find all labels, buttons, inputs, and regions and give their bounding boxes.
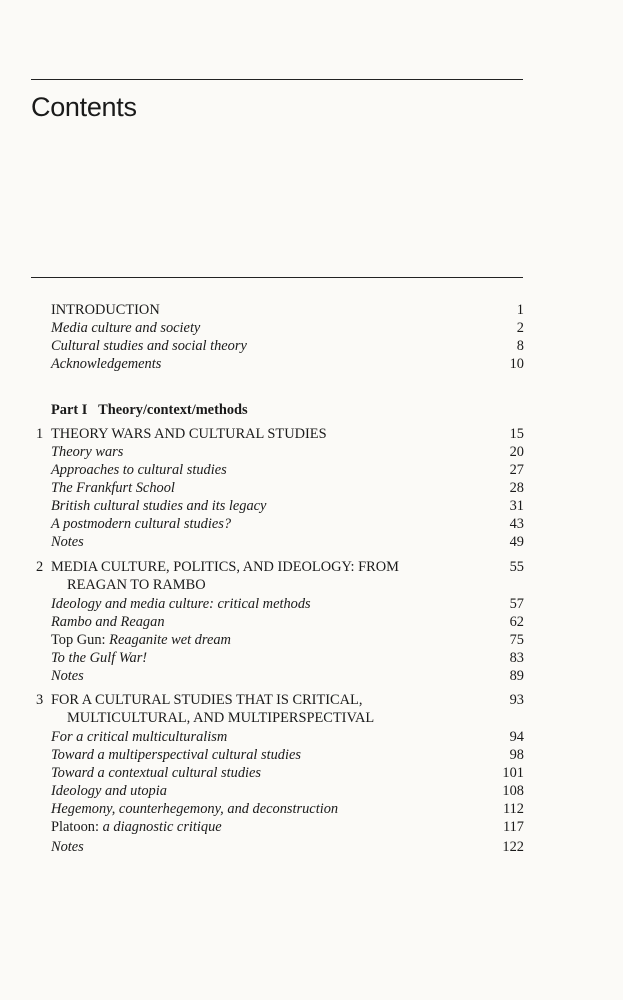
toc-page-number: 112 [502,801,524,817]
toc-entry [36,746,524,764]
toc-entry [36,667,524,685]
toc-entry [36,649,524,667]
section-rule [31,277,523,278]
toc-entry [36,728,524,746]
top-rule [31,79,523,80]
toc-title: For a critical multiculturalism [51,729,228,745]
toc-title: Notes [51,668,84,684]
toc-page-number: 28 [509,480,524,496]
toc-chapter-heading-continued [36,709,524,727]
toc-page-number: 101 [502,765,524,781]
toc-title: The Frankfurt School [51,480,175,496]
chapter-number: 3 [36,692,44,708]
toc-entry [36,337,524,355]
toc-title: THEORY WARS AND CULTURAL STUDIES [51,426,327,442]
toc-page-number: 49 [509,534,524,550]
toc-entry [36,461,524,479]
toc-entry [36,838,524,856]
toc-entry [36,613,524,631]
toc-page-number: 55 [509,559,524,575]
toc-page-number: 1 [516,302,524,318]
toc-page-number: 10 [509,356,524,372]
toc-title: Ideology and utopia [51,783,167,799]
toc-title: Media culture and society [51,320,201,336]
toc-entry [36,631,524,649]
toc-page-number: 83 [509,650,524,666]
toc-page-number: 20 [509,444,524,460]
toc-entry [36,319,524,337]
toc-title: British cultural studies and its legacy [51,498,267,514]
toc-title: MULTICULTURAL, AND MULTIPERSPECTIVAL [67,710,375,726]
page-title: Contents [31,92,137,122]
toc-title: Ideology and media culture: critical methods [51,596,311,612]
toc-title: Toward a multiperspectival cultural studies [51,747,301,763]
toc-page-number: 27 [509,462,524,478]
toc-entry [36,818,524,836]
film-title: Platoon: [51,819,99,835]
toc-page-number: 57 [509,596,524,612]
toc-title: REAGAN TO RAMBO [67,577,206,593]
toc-page-number: 94 [509,729,524,745]
toc-entry [36,355,524,373]
part-title: Theory/context/methods [98,402,248,418]
toc-page-number: 122 [502,839,524,855]
toc-entry [36,497,524,515]
toc-page-number: 89 [509,668,524,684]
toc-page-number: 62 [509,614,524,630]
toc-entry [36,595,524,613]
toc-page-number: 108 [502,783,524,799]
toc-chapter-heading-continued [36,576,524,594]
toc-chapter-heading [36,558,524,576]
toc-title: Hegemony, counterhegemony, and deconstruction [51,801,339,817]
chapter-number: 1 [36,426,44,442]
toc-page-number: 75 [509,632,524,648]
toc-page-number: 31 [509,498,524,514]
toc-title: Theory wars [51,444,124,460]
toc-page-number: 43 [509,516,524,532]
toc-entry [36,800,524,818]
toc-title: Reaganite wet dream [105,632,231,648]
toc-title: Acknowledgements [51,356,162,372]
toc-page-number: 2 [516,320,524,336]
film-title: Top Gun: [51,632,106,648]
toc-chapter-heading [36,425,524,443]
toc-title: A postmodern cultural studies? [51,516,232,532]
toc-chapter-heading [36,691,524,709]
toc-page-number: 93 [509,692,524,708]
toc-title: Approaches to cultural studies [51,462,227,478]
toc-title: MEDIA CULTURE, POLITICS, AND IDEOLOGY: FROM [51,559,399,575]
toc-page-number: 117 [502,819,524,835]
toc-page-number: 8 [516,338,524,354]
toc-entry [36,533,524,551]
toc-entry [36,443,524,461]
toc-title: Notes [51,839,84,855]
toc-title: Notes [51,534,84,550]
toc-title: FOR A CULTURAL STUDIES THAT IS CRITICAL, [51,692,363,708]
toc-title: Cultural studies and social theory [51,338,247,354]
toc-title: To the Gulf War! [51,650,148,666]
toc-page-number: 15 [509,426,524,442]
toc-entry [36,782,524,800]
toc-entry [36,764,524,782]
toc-entry [36,479,524,497]
toc-title: INTRODUCTION [51,302,160,318]
toc-title: a diagnostic critique [98,819,222,835]
chapter-number: 2 [36,559,44,575]
toc-part-heading [36,401,524,419]
toc-intro-heading [36,301,524,319]
part-label: Part I [51,402,88,418]
toc-title: Toward a contextual cultural studies [51,765,261,781]
toc-title: Rambo and Reagan [51,614,165,630]
toc-entry [36,515,524,533]
toc-page-number: 98 [509,747,524,763]
